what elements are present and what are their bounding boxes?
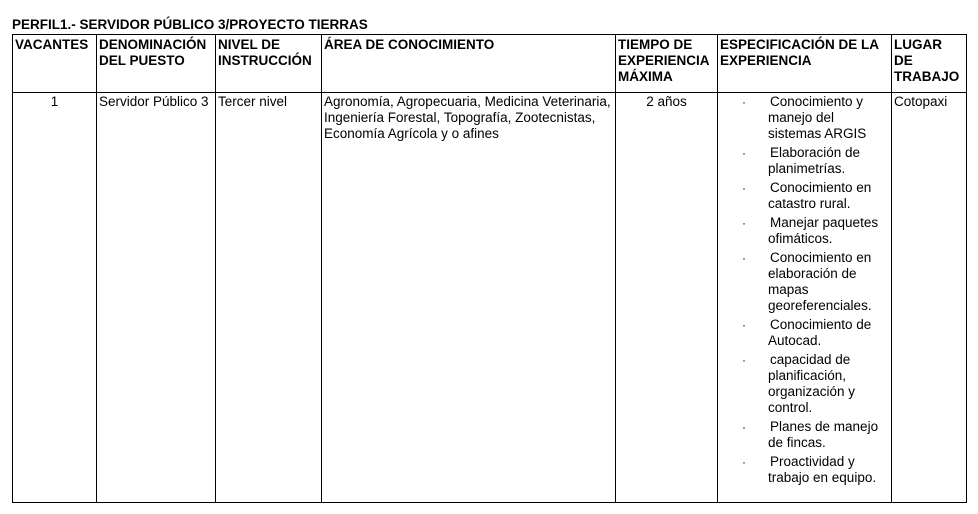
list-item: · Planes de manejo de fincas. xyxy=(742,419,879,450)
header-area: ÁREA DE CONOCIMIENTO xyxy=(322,35,616,93)
cell-vacantes: 1 xyxy=(13,93,97,503)
bullet-icon: · xyxy=(742,455,746,469)
cell-especificacion xyxy=(718,93,892,503)
header-denominacion: DENOMINACIÓN DEL PUESTO xyxy=(97,35,216,93)
cell-lugar: Cotopaxi xyxy=(892,93,967,503)
bullet-icon: · xyxy=(742,95,746,109)
cell-nivel: Tercer nivel xyxy=(216,93,322,503)
header-especificacion: ESPECIFICACIÓN DE LA EXPERIENCIA xyxy=(718,35,892,93)
list-item: · capacidad de planificación, organización y control. xyxy=(742,352,856,415)
list-item: · Manejar paquetes ofimáticos. xyxy=(742,215,879,246)
bullet-icon: · xyxy=(742,251,746,265)
list-item: · Proactividad y trabajo en equipo. xyxy=(742,454,877,485)
bullet-icon: · xyxy=(742,216,746,230)
list-item: · Elaboración de planimetrías. xyxy=(742,145,861,176)
document-title: PERFIL1.- SERVIDOR PÚBLICO 3/PROYECTO TIERRAS xyxy=(12,17,368,32)
profile-table xyxy=(12,34,967,503)
header-tiempo: TIEMPO DE EXPERIENCIA MÁXIMA xyxy=(616,35,718,93)
cell-tiempo: 2 años xyxy=(616,93,718,503)
list-item: · Conocimiento de Autocad. xyxy=(742,317,872,348)
bullet-icon: · xyxy=(742,146,746,160)
header-vacantes: VACANTES xyxy=(13,35,97,93)
list-item: · Conocimiento en catastro rural. xyxy=(742,180,872,211)
bullet-icon: · xyxy=(742,181,746,195)
cell-denominacion: Servidor Público 3 xyxy=(97,93,216,503)
list-item: · Conocimiento en elaboración de mapas georeferenciales. xyxy=(742,250,872,313)
list-item: · Conocimiento y manejo del sistemas ARGIS xyxy=(742,94,867,141)
table-row xyxy=(13,93,967,503)
header-nivel: NIVEL DE INSTRUCCIÓN xyxy=(216,35,322,93)
spec-list xyxy=(720,94,889,486)
bullet-icon: · xyxy=(742,420,746,434)
cell-area: Agronomía, Agropecuaria, Medicina Veterinaria, Ingeniería Forestal, Topografía, Zootecnistas, Economía Agrícola y o afines xyxy=(322,93,616,503)
bullet-icon: · xyxy=(742,353,746,367)
header-lugar: LUGAR DE TRABAJO xyxy=(892,35,967,93)
bullet-icon: · xyxy=(742,318,746,332)
header-row xyxy=(13,35,967,93)
